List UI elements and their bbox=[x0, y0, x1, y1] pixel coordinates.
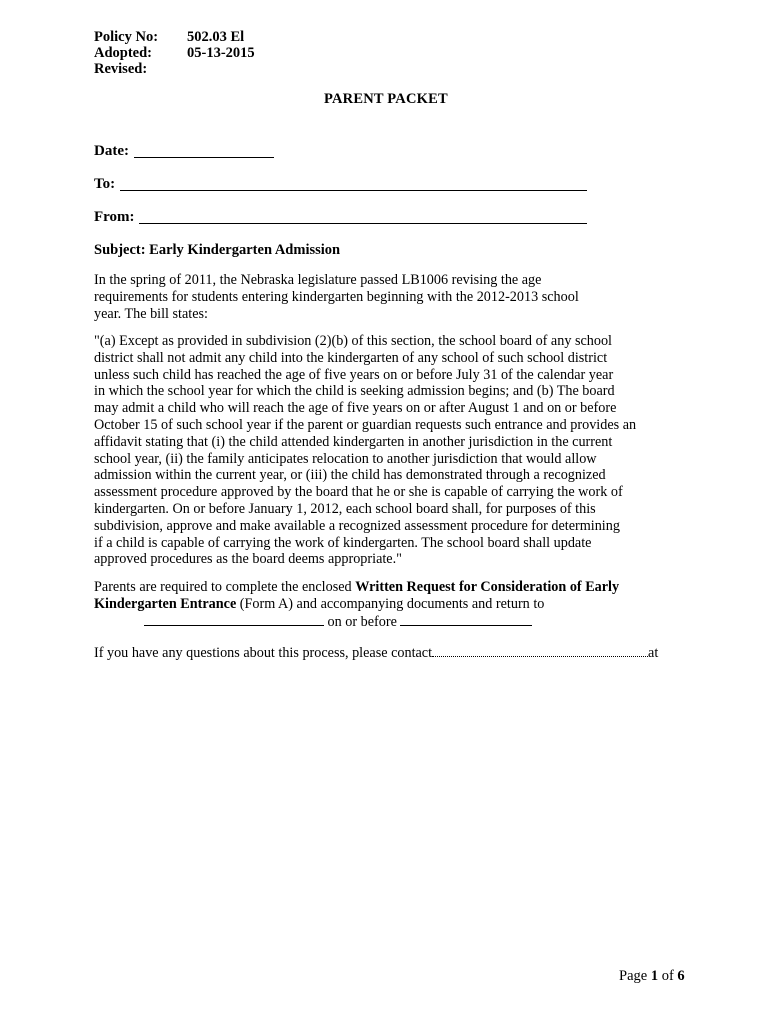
quote-line: district shall not admit any child into the kindergarten of any school of such school district bbox=[94, 349, 608, 366]
page-current: 1 bbox=[650, 968, 659, 984]
quote-line: affidavit stating that (i) the child attended kindergarten in another jurisdiction in the current bbox=[94, 433, 613, 450]
request-line-3 bbox=[94, 613, 694, 631]
on-or-before-text: on or before bbox=[327, 613, 397, 630]
return-to-field-line[interactable] bbox=[144, 613, 324, 626]
quote-line: admission within the current year, or (iii) the child has demonstrated through a recognized bbox=[94, 467, 606, 484]
request-line-2 bbox=[94, 596, 694, 613]
revised-label: Revised: bbox=[94, 61, 148, 77]
policy-value: 502.03 El bbox=[187, 29, 245, 45]
quote-line: may admit a child who will reach the age of five years on or after August 1 and on or before bbox=[94, 400, 617, 417]
quote-line: kindergarten. On or before January 1, 2012, each school board shall, for purposes of this bbox=[94, 500, 596, 517]
quote-line: in which the school year for which the child is seeking admission begins; and (b) The board bbox=[94, 383, 615, 400]
intro-line: year. The bill states: bbox=[94, 305, 208, 322]
intro-paragraph bbox=[94, 272, 694, 322]
contact-at-text: at bbox=[648, 645, 659, 661]
quote-line: subdivision, approve and make available a recognized assessment procedure for determining bbox=[94, 517, 620, 534]
request-suffix: (Form A) and accompanying documents and return to bbox=[236, 595, 545, 612]
form-title-part-1: Written Request for Consideration of Early bbox=[355, 579, 620, 595]
page-of-label: of bbox=[658, 968, 678, 984]
request-prefix: Parents are required to complete the enclosed bbox=[94, 579, 356, 595]
intro-line: requirements for students entering kindergarten beginning with the 2012-2013 school bbox=[94, 288, 579, 305]
page-number bbox=[619, 968, 685, 985]
quote-line: school year, (ii) the family anticipates relocation to another jurisdiction that would allow bbox=[94, 450, 597, 467]
from-field-line[interactable] bbox=[139, 223, 587, 224]
quote-line: if a child is capable of carrying the work of kindergarten. The school board shall update bbox=[94, 534, 592, 551]
request-paragraph bbox=[94, 579, 694, 630]
contact-text: If you have any questions about this process, please contact bbox=[94, 645, 433, 661]
contact-name-field-line[interactable] bbox=[432, 644, 648, 657]
from-label: From: bbox=[94, 209, 135, 225]
to-field-line[interactable] bbox=[120, 190, 587, 191]
quote-line: assessment procedure approved by the board that he or she is capable of carrying the work of bbox=[94, 484, 623, 501]
request-line-1 bbox=[94, 579, 694, 596]
adopted-value: 05-13-2015 bbox=[187, 45, 255, 61]
adopted-label: Adopted: bbox=[94, 45, 153, 61]
date-field-line[interactable] bbox=[134, 157, 274, 158]
subject-line: Subject: Early Kindergarten Admission bbox=[94, 242, 341, 258]
to-label: To: bbox=[94, 176, 116, 192]
policy-label: Policy No: bbox=[94, 29, 159, 45]
quote-line: "(a) Except as provided in subdivision (2)(b) of this section, the school board of any school bbox=[94, 333, 613, 349]
contact-line bbox=[94, 644, 658, 662]
quote-line: approved procedures as the board deems appropriate." bbox=[94, 551, 402, 568]
statute-quote-paragraph bbox=[94, 333, 694, 568]
quote-line: October 15 of such school year if the parent or guardian requests such entrance and provides an bbox=[94, 416, 637, 433]
intro-line: In the spring of 2011, the Nebraska legislature passed LB1006 revising the age bbox=[94, 272, 542, 288]
document-title: PARENT PACKET bbox=[324, 91, 448, 107]
page-label: Page bbox=[619, 968, 651, 984]
page-total: 6 bbox=[677, 968, 685, 984]
form-title-part-2: Kindergarten Entrance bbox=[94, 595, 237, 612]
due-date-field-line[interactable] bbox=[400, 613, 532, 626]
quote-line: unless such child has reached the age of five years on or before July 31 of the calendar year bbox=[94, 366, 614, 383]
date-label: Date: bbox=[94, 143, 129, 159]
